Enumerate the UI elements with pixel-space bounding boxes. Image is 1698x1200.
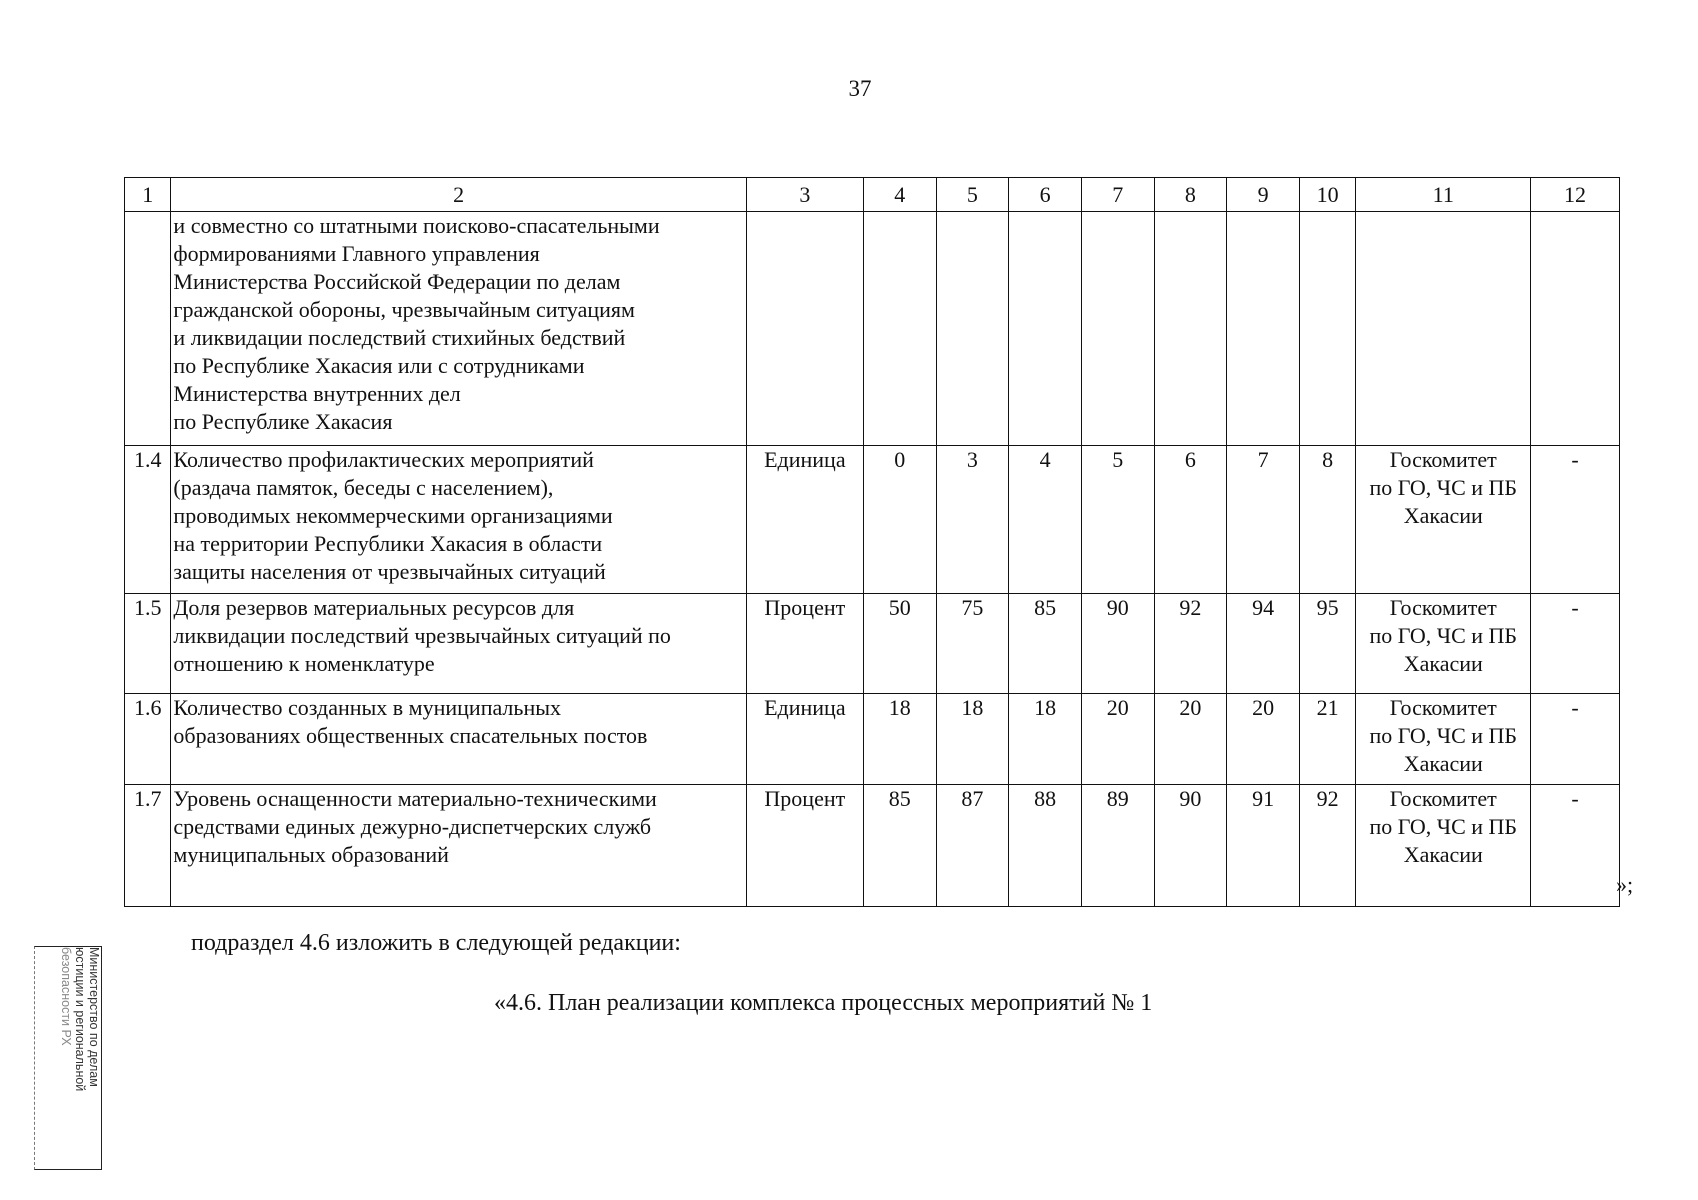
column-number: 4 (863, 178, 936, 212)
column-number: 9 (1227, 178, 1300, 212)
row-value: 21 (1299, 694, 1356, 785)
row-number: 1.7 (125, 785, 171, 907)
empty-cell (746, 212, 863, 446)
empty-cell (936, 212, 1009, 446)
stamp-line: юстиции и региональной (73, 947, 87, 1092)
stamp-text (59, 947, 101, 1169)
column-number: 11 (1356, 178, 1531, 212)
row-value: 18 (863, 694, 936, 785)
row-unit: Единица (746, 694, 863, 785)
row-unit: Процент (746, 594, 863, 694)
empty-cell (1531, 212, 1620, 446)
row-value: 7 (1227, 446, 1300, 594)
column-number: 10 (1299, 178, 1356, 212)
row-unit: Процент (746, 785, 863, 907)
row-value: 20 (1081, 694, 1154, 785)
indicators-table (124, 177, 1620, 907)
row-number: 1.5 (125, 594, 171, 694)
registration-stamp (34, 946, 102, 1170)
row-responsible: Госкомитет по ГО, ЧС и ПБ Хакасии (1356, 785, 1531, 907)
row-value: 85 (1009, 594, 1082, 694)
row-value: 50 (863, 594, 936, 694)
row-note: - (1531, 446, 1620, 594)
table-row (125, 594, 1620, 694)
empty-cell (863, 212, 936, 446)
row-value: 20 (1227, 694, 1300, 785)
row-responsible: Госкомитет по ГО, ЧС и ПБ Хакасии (1356, 694, 1531, 785)
empty-cell (1081, 212, 1154, 446)
column-number: 5 (936, 178, 1009, 212)
row-value: 8 (1299, 446, 1356, 594)
instruction-paragraph: подраздел 4.6 изложить в следующей редакции: (191, 930, 681, 956)
row-value: 3 (936, 446, 1009, 594)
page-number: 37 (848, 76, 872, 101)
empty-cell (1356, 212, 1531, 446)
row-unit: Единица (746, 446, 863, 594)
row-value: 88 (1009, 785, 1082, 907)
row-value: 6 (1154, 446, 1227, 594)
row-number (125, 212, 171, 446)
column-number: 12 (1531, 178, 1620, 212)
row-responsible: Госкомитет по ГО, ЧС и ПБ Хакасии (1356, 594, 1531, 694)
column-number: 2 (171, 178, 746, 212)
row-value: 18 (1009, 694, 1082, 785)
row-description: и совместно со штатными поисково-спасательными формированиями Главного управления Министерства Российской Федерации по делам гражданской обороны, чрезвычайным ситуациям и ликвидации последствий стихийных бедствий по Республике Хакасия или с сотрудниками Министерства внутренних дел по Республике Хакасия (171, 212, 746, 446)
column-number: 3 (746, 178, 863, 212)
row-value: 4 (1009, 446, 1082, 594)
section-title: «4.6. План реализации комплекса процессных мероприятий № 1 (494, 990, 1153, 1016)
row-value: 90 (1154, 785, 1227, 907)
row-value: 92 (1154, 594, 1227, 694)
row-value: 20 (1154, 694, 1227, 785)
table-row (125, 446, 1620, 594)
row-value: 18 (936, 694, 1009, 785)
row-note: - (1531, 785, 1620, 907)
column-number: 1 (125, 178, 171, 212)
row-value: 95 (1299, 594, 1356, 694)
table-row (125, 694, 1620, 785)
row-value: 85 (863, 785, 936, 907)
row-description: Количество профилактических мероприятий (раздача памяток, беседы с населением), проводимых некоммерческими организациями на территории Республики Хакасия в области защиты населения от чрезвычайных ситуаций (171, 446, 746, 594)
row-value: 0 (863, 446, 936, 594)
row-value: 89 (1081, 785, 1154, 907)
empty-cell (1154, 212, 1227, 446)
row-note: - (1531, 594, 1620, 694)
table-row (125, 785, 1620, 907)
stamp-line: безопасности РХ (59, 947, 73, 1046)
row-value: 92 (1299, 785, 1356, 907)
column-number: 7 (1081, 178, 1154, 212)
stamp-line: Министерство по делам (87, 947, 101, 1087)
column-number: 8 (1154, 178, 1227, 212)
row-description: Доля резервов материальных ресурсов для ликвидации последствий чрезвычайных ситуаций по отношению к номенклатуре (171, 594, 746, 694)
column-number: 6 (1009, 178, 1082, 212)
row-description: Количество созданных в муниципальных образованиях общественных спасательных постов (171, 694, 746, 785)
table-row-continuation (125, 212, 1620, 446)
row-number: 1.4 (125, 446, 171, 594)
row-description: Уровень оснащенности материально-техническими средствами единых дежурно-диспетчерских служб муниципальных образований (171, 785, 746, 907)
row-responsible: Госкомитет по ГО, ЧС и ПБ Хакасии (1356, 446, 1531, 594)
empty-cell (1299, 212, 1356, 446)
table-header-row (125, 178, 1620, 212)
row-note: - (1531, 694, 1620, 785)
empty-cell (1227, 212, 1300, 446)
row-value: 87 (936, 785, 1009, 907)
row-value: 90 (1081, 594, 1154, 694)
row-value: 5 (1081, 446, 1154, 594)
empty-cell (1009, 212, 1082, 446)
row-value: 94 (1227, 594, 1300, 694)
row-number: 1.6 (125, 694, 171, 785)
row-value: 91 (1227, 785, 1300, 907)
closing-quote: »; (1616, 872, 1634, 897)
row-value: 75 (936, 594, 1009, 694)
